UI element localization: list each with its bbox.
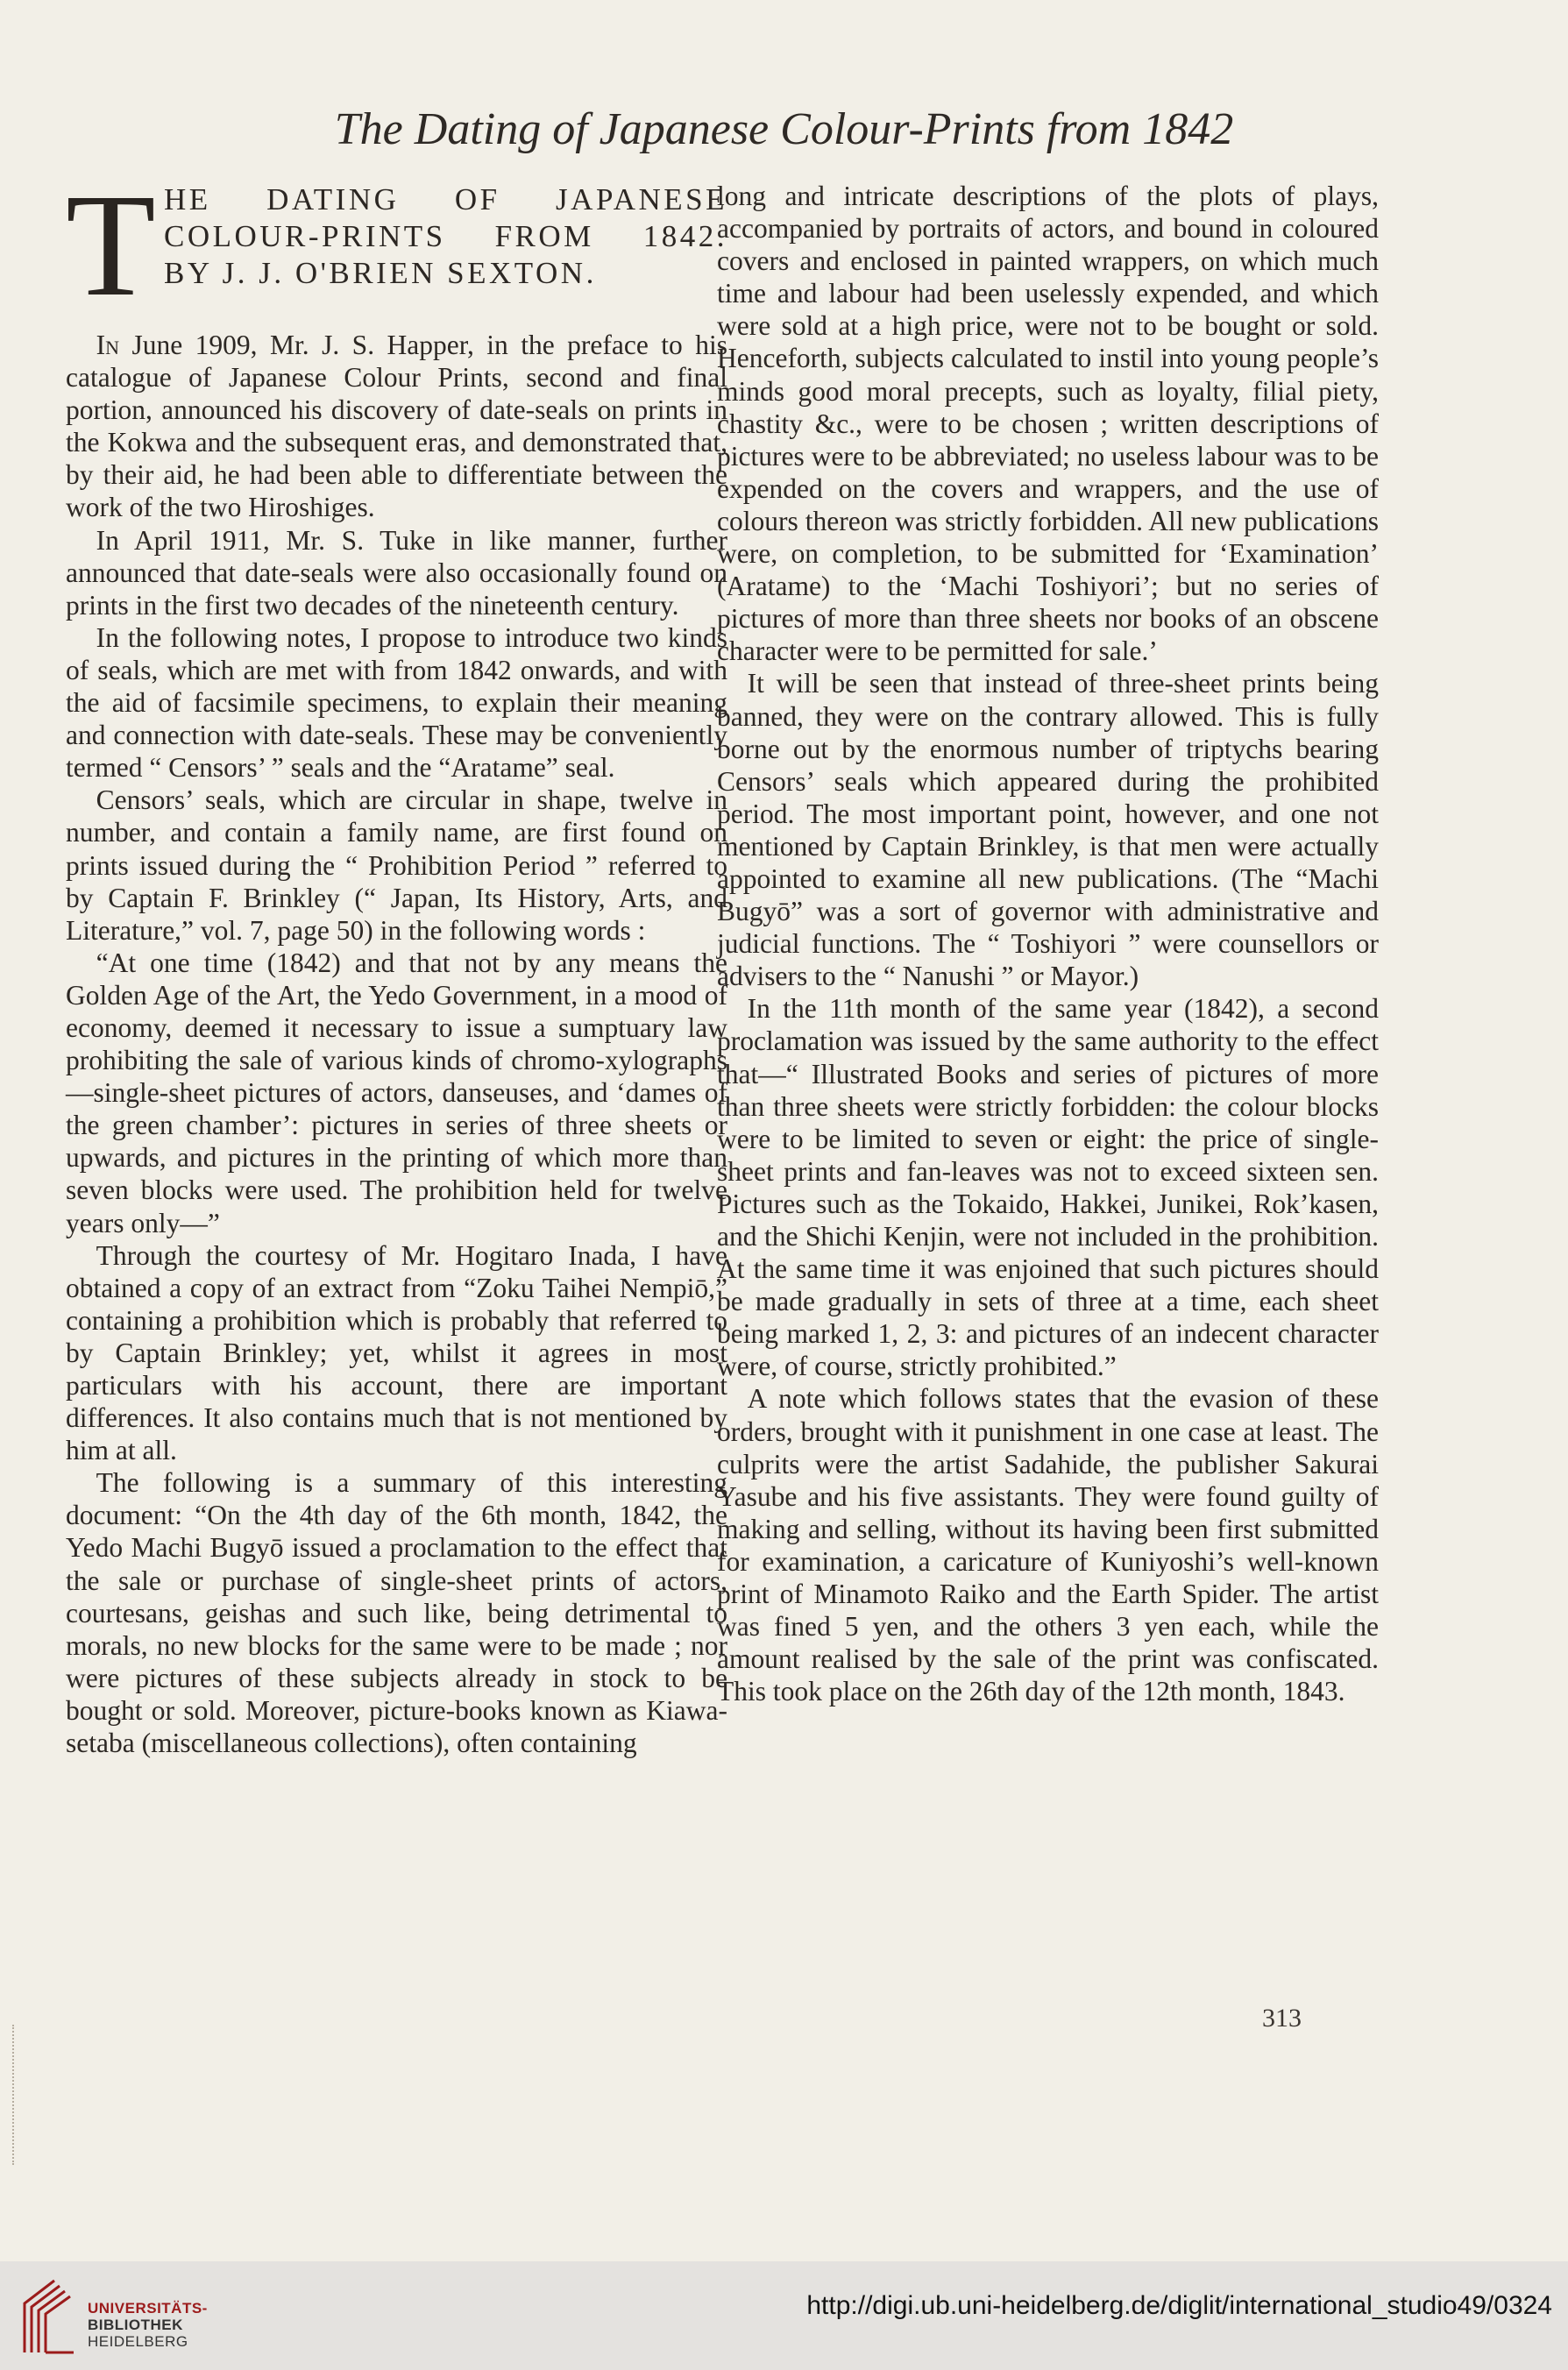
paragraph-text: In the following notes, I propose to introduce two kinds of seals, which are met with from 1842 onwards, and with the aid of facsimile specimens, to explain their meaning and connection with date-seals. These may be conveniently termed “ Censors’ ” seals and the “Aratame” seal.	[66, 621, 727, 784]
paragraph-text: It will be seen that instead of three-sheet prints being banned, they were on the contrary allowed. This is fully borne out by the enormous number of triptychs bearing Censors’ seals which appeared during the prohibited period. The most important point, however, and one not mentioned by Captain Brinkley, is that men were actually appointed to examine all new publications. (The “Machi Bugyō” was a sort of governor with administrative and judicial functions. The “ Toshiyori ” were counsellors or advisers to the “ Nanushi ” or Mayor.)	[717, 668, 1379, 992]
page-number: 313	[1262, 2004, 1302, 2033]
source-url-link[interactable]: http://digi.ub.uni-heidelberg.de/diglit/international_studio49/0324	[806, 2291, 1552, 2320]
paragraph-text: In the 11th month of the same year (1842), a second proclamation was issued by the same authority to the effect that—“ Illustrated Books and series of pictures of more than three sheets were strictly forbidden: the colour blocks were to be limited to seven or eight: the price of single-sheet prints and fan-leaves was not to exceed sixteen sen. Pictures such as the Tokaido, Hakkei, Junikei, Rok’kasen, and the Shichi Kenjin, were not included in the prohibition. At the same time it was enjoined that such pictures should be made gradually in sets of three at a time, each sheet being marked 1, 2, 3: and pictures of an indecent character were, of course, strictly prohibited.”	[717, 993, 1379, 1382]
paragraph	[717, 667, 1379, 992]
library-name-line-2: BIBLIOTHEK	[88, 2317, 183, 2333]
paragraph	[66, 784, 727, 946]
paragraph	[66, 947, 727, 1239]
paragraph-text: Censors’ seals, which are circular in shape, twelve in number, and contain a family name, are first found on prints issued during the “ Prohibition Period ” referred to by Captain F. Brinkley (“ Japan, Its History, Arts, and Literature,” vol. 7, page 50) in the following words :	[66, 784, 727, 946]
paragraph-text: The following is a summary of this interesting document: “On the 4th day of the 6th month, 1842, the Yedo Machi Bugyō issued a proclamation to the effect that the sale or purchase of single-sheet prints of actors, courtesans, geishas and such like, being detrimental to morals, no new blocks for the same were to be made ; nor were pictures of these subjects already in stock to be bought or sold. Moreover, picture-books known as Kiawa-setaba (miscellaneous collections), often containing	[66, 1467, 727, 1759]
paragraph	[66, 1239, 727, 1467]
paragraph	[717, 992, 1379, 1382]
paragraph	[717, 1382, 1379, 1707]
left-column-text	[66, 329, 727, 1759]
article-title	[66, 164, 727, 329]
library-name-line-3: HEIDELBERG	[88, 2333, 188, 2350]
running-head: The Dating of Japanese Colour-Prints from 1842	[334, 104, 1234, 154]
paragraph-text: A note which follows states that the evasion of these orders, brought with it punishment in one case at least. The culprits were the artist Sadahide, the publisher Sakurai Yasube and his five assistants. They were found guilty of making and selling, without its having been first submitted for examination, a caricature of Kuniyoshi’s well-known print of Minamoto Raiko and the Earth Spider. The artist was fined 5 yen, and the others 3 yen each, while the amount realised by the sale of the print was confiscated. This took place on the 26th day of the 12th month, 1843.	[717, 1383, 1379, 1707]
scan-edge-mark	[12, 2025, 19, 2165]
paragraph-text: “At one time (1842) and that not by any means the Golden Age of the Art, the Yedo Government, in a mood of economy, deemed it necessary to issue a sumptuary law prohibiting the sale of various kinds of chromo-xylographs—single-sheet pictures of actors, danseuses, and ‘dames of the green chamber’: pictures in series of three sheets or upwards, and pictures in the printing of which more than seven blocks were used. The prohibition held for twelve years only—”	[66, 947, 727, 1238]
paragraph	[66, 1466, 727, 1759]
title-line-2: COLOUR-PRINTS FROM 1842.	[164, 219, 727, 253]
digitization-footer	[0, 2261, 1568, 2370]
paragraph-text: June 1909, Mr. J. S. Happer, in the preface to his catalogue of Japanese Colour Prints, second and final portion, announced his discovery of date-seals on prints in the Kokwa and the subsequent eras, and demonstrated that, by their aid, he had been able to differentiate between the work of the two Hiroshiges.	[66, 330, 727, 523]
right-column	[717, 180, 1379, 1707]
paragraph-text: Through the courtesy of Mr. Hogitaro Inada, I have obtained a copy of an extract from “Zoku Taihei Nempiō,” containing a prohibition which is probably that referred to by Captain Brinkley; yet, whilst it agrees in most particulars with his account, there are important differences. It also contains much that is not mentioned by him at all.	[66, 1239, 727, 1466]
library-logo-icon	[19, 2277, 82, 2354]
library-name-line-1: UNIVERSITÄTS-	[88, 2300, 208, 2317]
paragraph	[66, 329, 727, 524]
paragraph	[66, 621, 727, 784]
library-name	[88, 2300, 208, 2350]
byline: BY J. J. O'BRIEN SEXTON.	[164, 256, 597, 290]
paragraph-text: In April 1911, Mr. S. Tuke in like manner, further announced that date-seals were also occasionally found on prints in the first two decades of the nineteenth century.	[66, 524, 727, 621]
left-column	[66, 164, 727, 1759]
title-line-1: HE DATING OF JAPANESE	[164, 182, 727, 216]
paragraph-text: long and intricate descriptions of the plots of plays, accompanied by portraits of actors, and bound in coloured covers and enclosed in painted wrappers, on which much time and labour had been uselessly expended, and which were sold at a high price, were not to be bought or sold. Henceforth, subjects calculated to instil into young people’s minds good moral precepts, such as loyalty, filial piety, chastity &c., were to be chosen ; written descriptions of pictures were to be abbreviated; no useless labour was to be expended on the covers and wrappers, and the use of colours thereon was strictly forbidden. All new publications were, on completion, to be submitted for ‘Examination’ (Aratame) to the ‘Machi Toshiyori’; but no series of pictures of more than three sheets nor books of an obscene character were to be permitted for sale.’	[717, 181, 1379, 667]
paragraph-lead-word: In	[96, 330, 120, 360]
drop-cap: T	[66, 164, 156, 327]
right-column-text	[717, 180, 1379, 1707]
paragraph	[66, 524, 727, 621]
paragraph	[717, 180, 1379, 667]
